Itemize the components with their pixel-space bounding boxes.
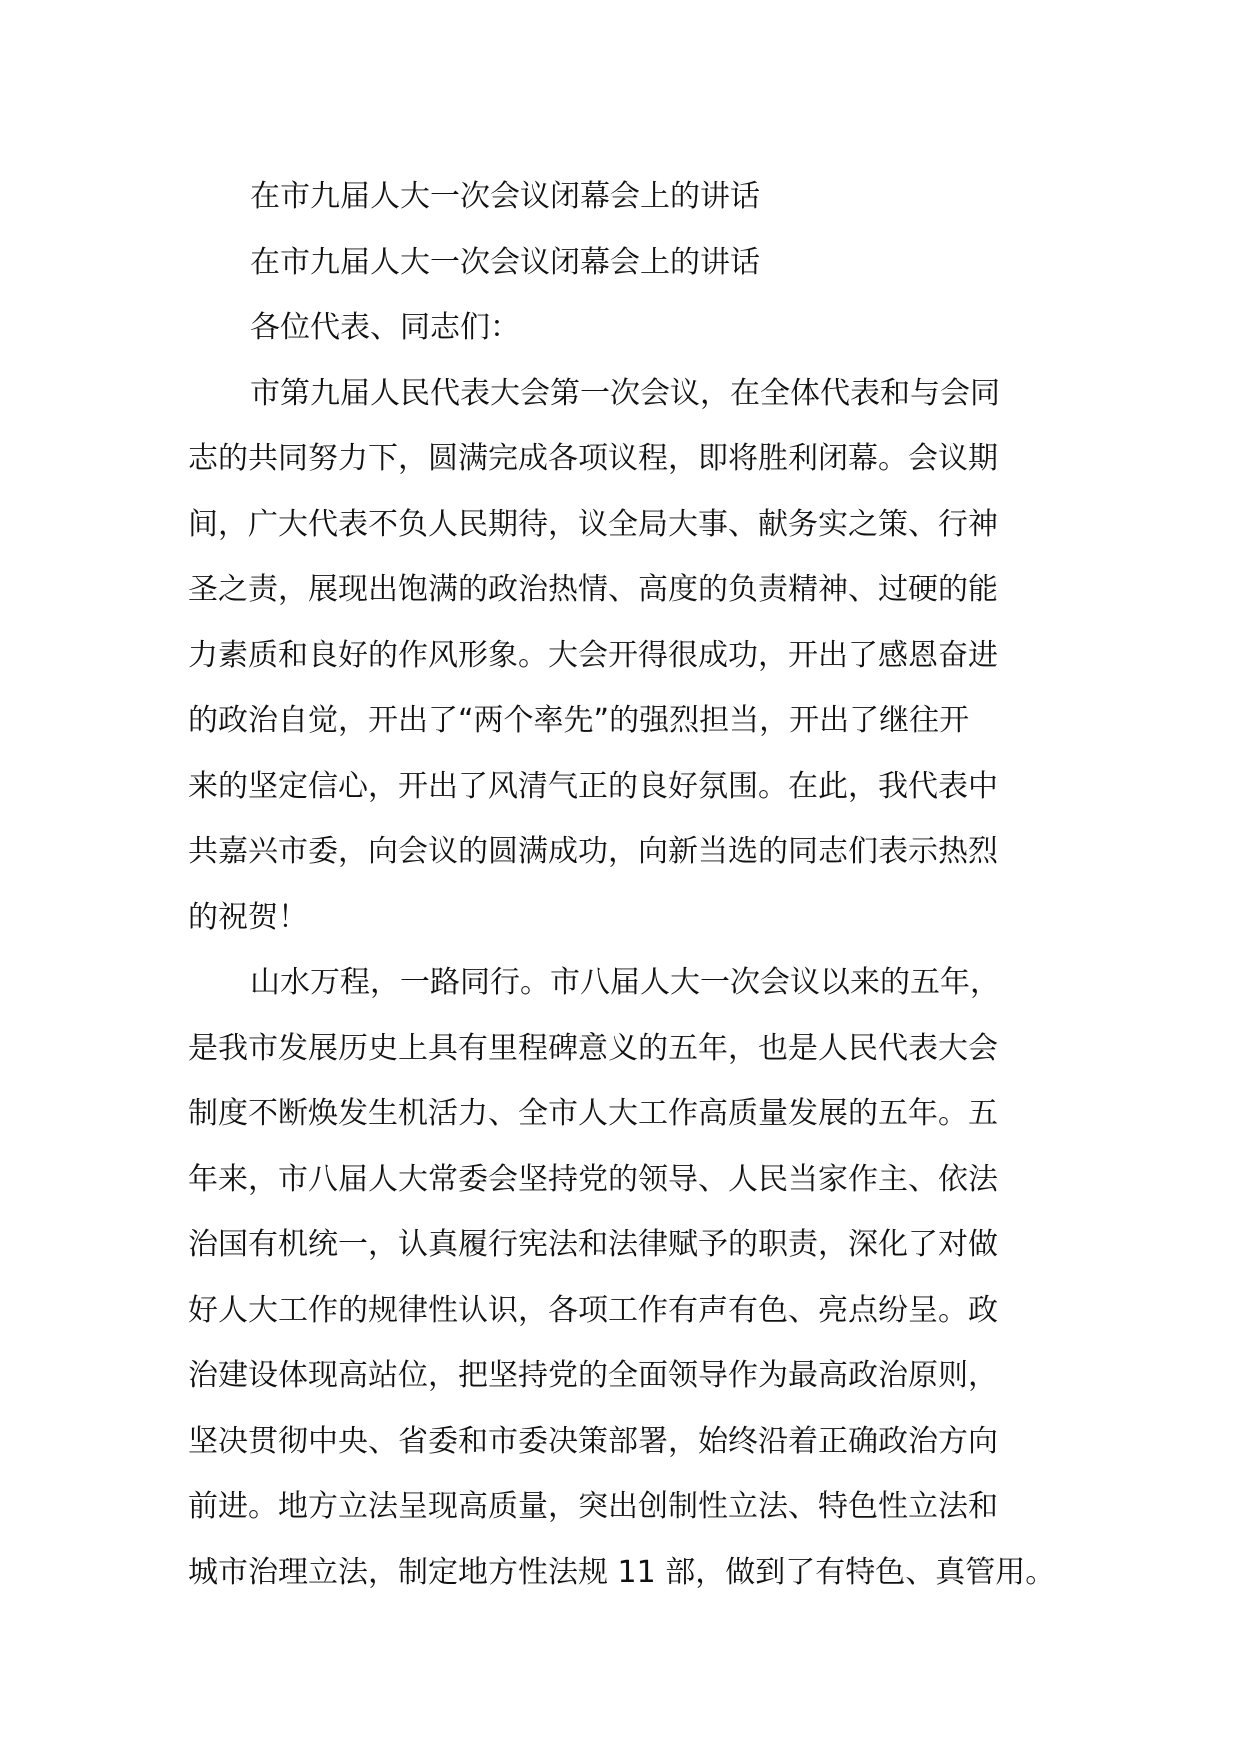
paragraph-1 [188,361,1068,951]
document-title-repeat: 在市九届人大一次会议闭幕会上的讲话 [250,244,760,280]
paragraph-line: 志的共同努力下，圆满完成各项议程，即将胜利闭幕。会议期 [188,441,998,476]
paragraph-line: 是我市发展历史上具有里程碑意义的五年，也是人民代表大会 [188,1030,998,1066]
paragraph-line: 城市治理立法，制定地方性法规 11 部，做到了有特色、真管用。 [188,1554,1056,1590]
paragraph-line: 来的坚定信心，开出了风清气正的良好氛围。在此，我代表中 [188,768,998,804]
paragraph-line: 的政治自觉，开出了“两个率先”的强烈担当，开出了继往开 [188,703,970,738]
document-page [188,164,1068,1605]
paragraph-2 [188,950,1068,1605]
paragraph-line: 前进。地方立法呈现高质量，突出创制性立法、特色性立法和 [188,1489,998,1524]
paragraph-line: 市第九届人民代表大会第一次会议，在全体代表和与会同 [250,375,1000,411]
paragraph-line: 共嘉兴市委，向会议的圆满成功，向新当选的同志们表示热烈 [188,834,998,869]
paragraph-line: 治建设体现高站位，把坚持党的全面领导作为最高政治原则， [188,1358,998,1393]
paragraph-line: 年来，市八届人大常委会坚持党的领导、人民当家作主、依法 [188,1161,998,1197]
paragraph-line: 治国有机统一，认真履行宪法和法律赋予的职责，深化了对做 [188,1227,998,1262]
document-title: 在市九届人大一次会议闭幕会上的讲话 [250,179,760,214]
paragraph-line: 间，广大代表不负人民期待，议全局大事、献务实之策、行神 [188,506,998,542]
paragraph-line: 好人大工作的规律性认识，各项工作有声有色、亮点纷呈。政 [188,1292,998,1328]
paragraph-line: 制度不断焕发生机活力、全市人大工作高质量发展的五年。五 [188,1096,998,1131]
paragraph-line: 力素质和良好的作风形象。大会开得很成功，开出了感恩奋进 [188,637,998,673]
paragraph-line: 圣之责，展现出饱满的政治热情、高度的负责精神、过硬的能 [188,572,998,607]
paragraph-line: 山水万程，一路同行。市八届人大一次会议以来的五年， [250,965,1000,1000]
salutation: 各位代表、同志们： [250,310,520,345]
paragraph-line: 的祝贺！ [188,899,308,935]
paragraph-line: 坚决贯彻中央、省委和市委决策部署，始终沿着正确政治方向 [188,1423,998,1459]
